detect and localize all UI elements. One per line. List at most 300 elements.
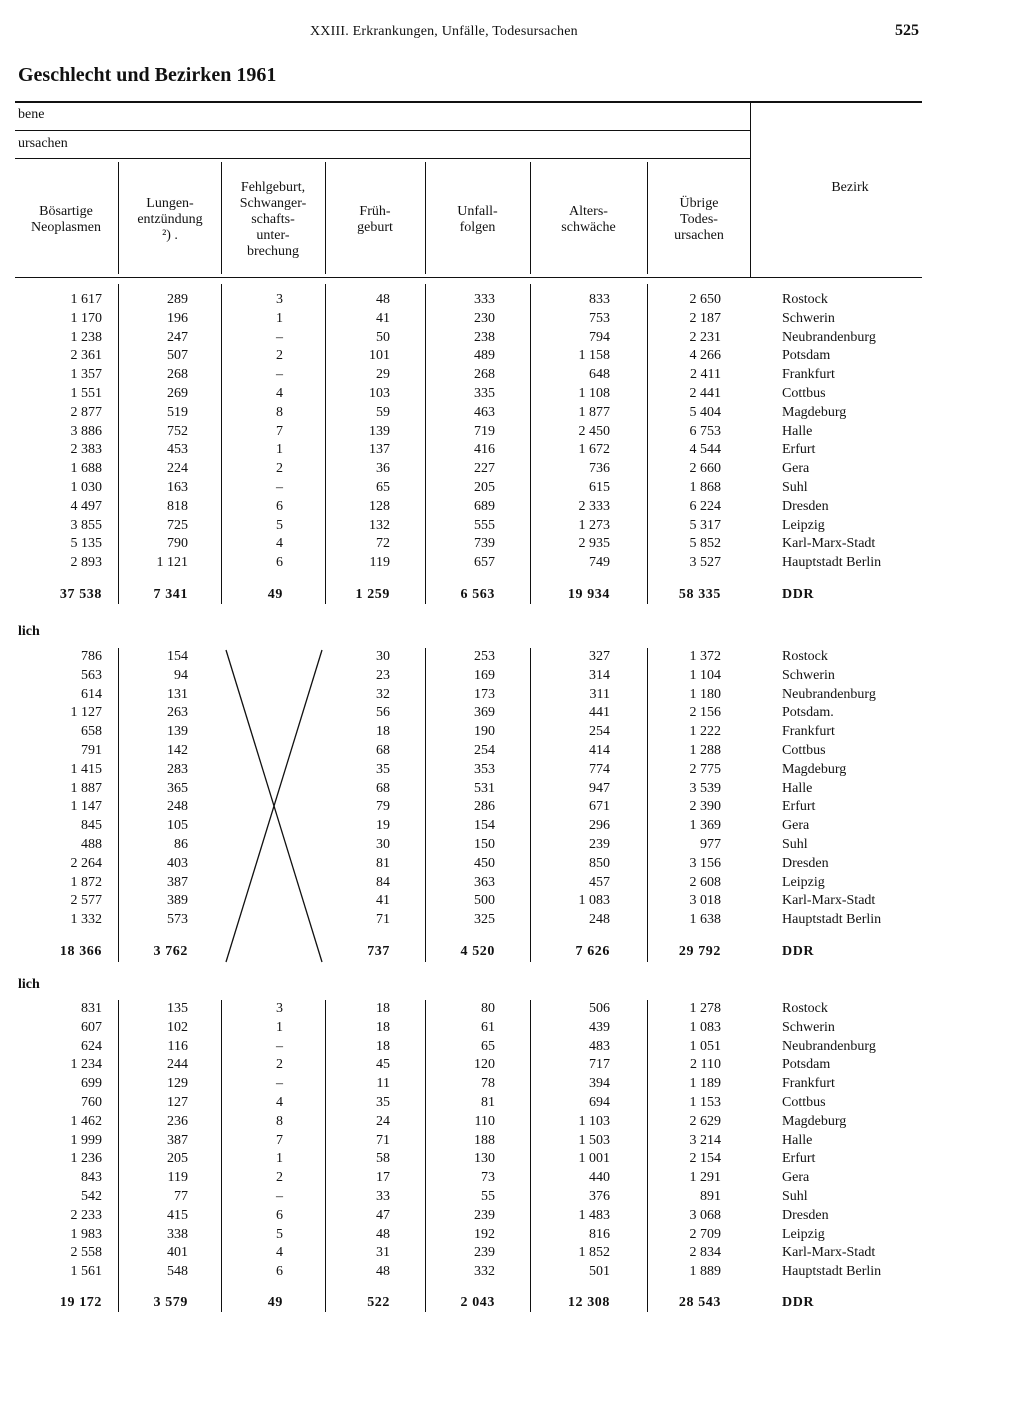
table-cell: 227 xyxy=(474,461,495,477)
table-cell: 3 xyxy=(276,292,283,307)
table-cell: 843 xyxy=(81,1170,102,1186)
table-cell: – xyxy=(276,1189,283,1204)
table-cell: 55 xyxy=(481,1189,495,1204)
header-bottom-rule xyxy=(15,277,922,278)
table-cell: 188 xyxy=(474,1132,495,1148)
table-row xyxy=(0,1094,1024,1112)
table-cell: 119 xyxy=(369,555,390,571)
table-cell: 1 234 xyxy=(70,1057,102,1073)
bezirk-name: Hauptstadt Berlin xyxy=(782,555,882,571)
bezirk-name: Neubrandenburg xyxy=(782,329,876,345)
table-cell: 760 xyxy=(81,1095,102,1110)
bezirk-name: Erfurt xyxy=(782,799,816,815)
table-cell: 1 236 xyxy=(70,1151,102,1167)
table-cell: 850 xyxy=(589,855,610,871)
table-row xyxy=(0,780,1024,798)
table-cell: 1 xyxy=(276,1151,283,1167)
bezirk-name: Magdeburg xyxy=(782,761,847,777)
bezirk-name: Gera xyxy=(782,818,810,834)
table-row xyxy=(0,517,1024,535)
table-cell: 289 xyxy=(167,292,188,307)
table-cell: 1 503 xyxy=(578,1132,610,1148)
bezirk-name: Halle xyxy=(782,1132,813,1148)
table-cell: 239 xyxy=(589,837,610,852)
table-cell: 2 935 xyxy=(578,536,610,552)
bezirk-name: Suhl xyxy=(782,1189,808,1204)
table-row xyxy=(0,723,1024,741)
table-cell: 483 xyxy=(589,1038,610,1054)
table-cell: 31 xyxy=(376,1245,390,1261)
table-cell: 50 xyxy=(376,329,390,345)
bezirk-name: Schwerin xyxy=(782,1019,835,1035)
table-cell: 531 xyxy=(474,780,495,796)
table-cell: 105 xyxy=(167,818,188,834)
table-cell: 120 xyxy=(474,1057,495,1073)
total-cell: 1 259 xyxy=(355,587,390,602)
table-row xyxy=(0,1038,1024,1056)
total-row xyxy=(0,943,1024,961)
header-divider xyxy=(647,162,648,274)
section-label-3: lich xyxy=(18,977,40,992)
table-cell: 2 233 xyxy=(70,1207,102,1223)
table-row xyxy=(0,1019,1024,1037)
total-cell: 4 520 xyxy=(460,944,495,959)
table-cell: 658 xyxy=(81,724,102,740)
bezirk-name: Erfurt xyxy=(782,1151,816,1167)
table-cell: 81 xyxy=(481,1095,495,1110)
table-cell: 1 357 xyxy=(70,367,102,383)
table-cell: 77 xyxy=(174,1189,188,1204)
table-cell: 1 877 xyxy=(578,404,610,420)
table-row xyxy=(0,742,1024,760)
total-cell: 6 563 xyxy=(460,587,495,602)
table-cell: 414 xyxy=(589,743,610,758)
table-cell: 8 xyxy=(276,1113,283,1129)
table-cell: 548 xyxy=(167,1264,188,1280)
table-cell: 719 xyxy=(474,423,495,439)
table-cell: 1 238 xyxy=(70,329,102,345)
header-row-2-label: ursachen xyxy=(18,136,68,151)
header-divider xyxy=(221,162,222,274)
table-row xyxy=(0,798,1024,816)
table-cell: 3 018 xyxy=(689,893,721,909)
table-cell: 657 xyxy=(474,555,495,571)
table-cell: 2 577 xyxy=(70,893,102,909)
table-row xyxy=(0,686,1024,704)
table-cell: 35 xyxy=(376,761,390,777)
table-cell: 333 xyxy=(474,292,495,307)
page-number: 525 xyxy=(895,22,919,39)
table-row xyxy=(0,1150,1024,1168)
table-cell: 23 xyxy=(376,667,390,683)
table-cell: 269 xyxy=(167,386,188,401)
table-cell: 4 497 xyxy=(70,498,102,514)
bezirk-name: Dresden xyxy=(782,1207,829,1223)
table-row xyxy=(0,1000,1024,1018)
table-cell: 19 xyxy=(376,818,390,834)
table-cell: 86 xyxy=(174,837,188,852)
table-cell: 263 xyxy=(167,705,188,721)
table-cell: 48 xyxy=(376,1226,390,1242)
bezirk-name: Cottbus xyxy=(782,386,826,401)
table-cell: 2 450 xyxy=(578,423,610,439)
table-cell: 2 411 xyxy=(690,367,721,383)
table-cell: 1 872 xyxy=(70,874,102,890)
table-cell: 137 xyxy=(369,442,390,458)
table-cell: 786 xyxy=(81,649,102,664)
table-cell: 506 xyxy=(589,1001,610,1016)
table-row xyxy=(0,1075,1024,1093)
table-cell: 311 xyxy=(589,686,610,702)
table-cell: 3 156 xyxy=(689,855,721,871)
table-cell: 4 xyxy=(276,1095,283,1110)
table-cell: 56 xyxy=(376,705,390,721)
table-cell: 2 775 xyxy=(689,761,721,777)
table-cell: 119 xyxy=(167,1170,188,1186)
table-cell: 84 xyxy=(376,874,390,890)
table-cell: 1 083 xyxy=(689,1019,721,1035)
table-cell: 1 xyxy=(276,310,283,326)
table-cell: 139 xyxy=(167,724,188,740)
table-cell: 338 xyxy=(167,1226,188,1242)
total-label: DDR xyxy=(782,1295,815,1310)
table-row xyxy=(0,1263,1024,1281)
table-cell: 254 xyxy=(474,743,495,758)
table-row xyxy=(0,460,1024,478)
colhead-fruehgeburt: Früh- geburt xyxy=(357,204,393,235)
bezirk-name: Frankfurt xyxy=(782,1076,835,1092)
table-row xyxy=(0,535,1024,553)
table-cell: 1 288 xyxy=(689,743,721,758)
table-cell: 519 xyxy=(167,404,188,420)
bezirk-name: Dresden xyxy=(782,855,829,871)
table-row xyxy=(0,385,1024,403)
table-cell: 2 156 xyxy=(689,705,721,721)
table-cell: 1 852 xyxy=(578,1245,610,1261)
table-cell: 615 xyxy=(589,480,610,495)
table-row xyxy=(0,648,1024,666)
table-cell: 501 xyxy=(589,1264,610,1280)
table-cell: 5 317 xyxy=(689,517,721,533)
table-row xyxy=(0,1207,1024,1225)
table-cell: 1 372 xyxy=(689,649,721,664)
colhead-boesartige-neoplasmen: Bösartige Neoplasmen xyxy=(31,204,101,235)
table-row xyxy=(0,704,1024,722)
table-cell: 2 709 xyxy=(689,1226,721,1242)
table-cell: 752 xyxy=(167,423,188,439)
table-row xyxy=(0,836,1024,854)
table-cell: 247 xyxy=(167,329,188,345)
table-cell: 327 xyxy=(589,649,610,664)
table-cell: 739 xyxy=(474,536,495,552)
table-cell: 41 xyxy=(376,310,390,326)
table-cell: 1 001 xyxy=(578,1151,610,1167)
table-cell: 376 xyxy=(589,1189,610,1204)
table-cell: 17 xyxy=(376,1170,390,1186)
bezirk-name: Dresden xyxy=(782,498,829,514)
table-cell: 2 608 xyxy=(689,874,721,890)
table-cell: 132 xyxy=(369,517,390,533)
table-cell: 18 xyxy=(376,724,390,740)
table-cell: 5 xyxy=(276,1226,283,1242)
table-cell: 314 xyxy=(589,667,610,683)
table-cell: 4 544 xyxy=(689,442,721,458)
table-cell: 2 xyxy=(276,1057,283,1073)
table-row xyxy=(0,554,1024,572)
table-cell: 624 xyxy=(81,1038,102,1054)
bezirk-name: Gera xyxy=(782,461,810,477)
table-cell: 365 xyxy=(167,780,188,796)
table-cell: 818 xyxy=(167,498,188,514)
table-cell: 614 xyxy=(81,686,102,702)
table-cell: 1 xyxy=(276,1019,283,1035)
table-cell: 169 xyxy=(474,667,495,683)
table-cell: 3 527 xyxy=(689,555,721,571)
table-cell: 1 153 xyxy=(689,1095,721,1110)
bezirk-divider xyxy=(750,103,751,277)
table-cell: 1 483 xyxy=(578,1207,610,1223)
table-cell: 48 xyxy=(376,292,390,307)
table-cell: 81 xyxy=(376,855,390,871)
total-label: DDR xyxy=(782,944,815,959)
table-cell: 1 083 xyxy=(578,893,610,909)
table-cell: – xyxy=(276,1076,283,1092)
table-cell: 774 xyxy=(589,761,610,777)
table-cell: 488 xyxy=(81,837,102,852)
table-cell: 236 xyxy=(167,1113,188,1129)
table-cell: 439 xyxy=(589,1019,610,1035)
table-cell: 6 xyxy=(276,1207,283,1223)
header-row-1-label: bene xyxy=(18,107,45,122)
section-label-2: lich xyxy=(18,624,40,639)
table-cell: 205 xyxy=(167,1151,188,1167)
table-cell: 457 xyxy=(589,874,610,890)
table-row xyxy=(0,874,1024,892)
table-cell: 389 xyxy=(167,893,188,909)
table-cell: 73 xyxy=(481,1170,495,1186)
bezirk-name: Suhl xyxy=(782,480,808,495)
header-divider xyxy=(425,162,426,274)
colhead-bezirk: Bezirk xyxy=(831,180,869,195)
table-cell: 794 xyxy=(589,329,610,345)
table-cell: 387 xyxy=(167,1132,188,1148)
table-cell: 5 135 xyxy=(70,536,102,552)
total-cell: 19 172 xyxy=(59,1295,102,1310)
table-cell: 3 xyxy=(276,1001,283,1016)
table-cell: 4 xyxy=(276,386,283,401)
table-cell: 1 189 xyxy=(689,1076,721,1092)
table-cell: 59 xyxy=(376,404,390,420)
table-cell: 1 103 xyxy=(578,1113,610,1129)
table-cell: 3 068 xyxy=(689,1207,721,1223)
table-cell: 440 xyxy=(589,1170,610,1186)
header-divider xyxy=(325,162,326,274)
table-row xyxy=(0,911,1024,929)
table-cell: 192 xyxy=(474,1226,495,1242)
colhead-fehlgeburt: Fehlgeburt, Schwanger- schafts- unter- brechung xyxy=(239,180,307,259)
total-cell: 12 308 xyxy=(567,1295,610,1310)
table-cell: 224 xyxy=(167,461,188,477)
table-cell: 2 231 xyxy=(689,329,721,345)
table-cell: 130 xyxy=(474,1151,495,1167)
table-cell: 353 xyxy=(474,761,495,777)
table-cell: 129 xyxy=(167,1076,188,1092)
table-cell: 1 638 xyxy=(689,912,721,928)
table-row xyxy=(0,291,1024,309)
bezirk-name: Cottbus xyxy=(782,743,826,758)
running-head: XXIII. Erkrankungen, Unfälle, Todesursachen xyxy=(310,24,578,39)
bezirk-name: Rostock xyxy=(782,1001,828,1016)
table-cell: 791 xyxy=(81,743,102,758)
total-cell: 18 366 xyxy=(59,944,102,959)
table-cell: 325 xyxy=(474,912,495,928)
table-cell: 35 xyxy=(376,1095,390,1110)
table-row xyxy=(0,423,1024,441)
table-cell: 845 xyxy=(81,818,102,834)
table-cell: – xyxy=(276,480,283,495)
table-cell: 101 xyxy=(369,348,390,364)
table-cell: 7 xyxy=(276,1132,283,1148)
table-cell: 699 xyxy=(81,1076,102,1092)
bezirk-name: Cottbus xyxy=(782,1095,826,1110)
table-cell: 891 xyxy=(700,1189,721,1204)
bezirk-name: Rostock xyxy=(782,292,828,307)
table-cell: 1 273 xyxy=(578,517,610,533)
table-cell: 2 xyxy=(276,461,283,477)
table-cell: 116 xyxy=(167,1038,188,1054)
table-cell: 18 xyxy=(376,1019,390,1035)
total-cell: 28 543 xyxy=(678,1295,721,1310)
total-cell: 737 xyxy=(367,944,390,959)
table-cell: 65 xyxy=(376,480,390,495)
table-row xyxy=(0,329,1024,347)
table-cell: 36 xyxy=(376,461,390,477)
table-cell: 2 361 xyxy=(70,348,102,364)
table-cell: 6 753 xyxy=(689,423,721,439)
total-row xyxy=(0,586,1024,604)
table-cell: 2 629 xyxy=(689,1113,721,1129)
table-row xyxy=(0,347,1024,365)
table-cell: 450 xyxy=(474,855,495,871)
total-cell: 522 xyxy=(367,1295,390,1310)
table-cell: 248 xyxy=(167,799,188,815)
table-cell: 403 xyxy=(167,855,188,871)
table-cell: 1 617 xyxy=(70,292,102,307)
table-cell: 607 xyxy=(81,1019,102,1035)
table-cell: 749 xyxy=(589,555,610,571)
table-cell: 32 xyxy=(376,686,390,702)
table-cell: 736 xyxy=(589,461,610,477)
table-cell: 18 xyxy=(376,1038,390,1054)
table-cell: 254 xyxy=(589,724,610,740)
table-cell: 3 214 xyxy=(689,1132,721,1148)
table-cell: 542 xyxy=(81,1189,102,1204)
total-cell: 7 341 xyxy=(153,587,188,602)
total-cell: 3 762 xyxy=(153,944,188,959)
table-row xyxy=(0,1056,1024,1074)
table-row xyxy=(0,404,1024,422)
table-cell: 2 441 xyxy=(689,386,721,401)
table-cell: 65 xyxy=(481,1038,495,1054)
table-cell: 1 030 xyxy=(70,480,102,495)
table-cell: 441 xyxy=(589,705,610,721)
table-cell: 1 xyxy=(276,442,283,458)
table-row xyxy=(0,1132,1024,1150)
table-cell: 671 xyxy=(589,799,610,815)
total-cell: 58 335 xyxy=(678,587,721,602)
table-cell: 239 xyxy=(474,1245,495,1261)
table-cell: 1 999 xyxy=(70,1132,102,1148)
table-cell: 78 xyxy=(481,1076,495,1092)
table-cell: 79 xyxy=(376,799,390,815)
table-row xyxy=(0,1226,1024,1244)
table-cell: 555 xyxy=(474,517,495,533)
table-cell: 717 xyxy=(589,1057,610,1073)
table-cell: 205 xyxy=(474,480,495,495)
bezirk-name: Gera xyxy=(782,1170,810,1186)
table-cell: 8 xyxy=(276,404,283,420)
table-cell: 1 415 xyxy=(70,761,102,777)
table-cell: 790 xyxy=(167,536,188,552)
header-rule-2 xyxy=(15,158,750,159)
table-cell: 3 886 xyxy=(70,423,102,439)
table-cell: 2 893 xyxy=(70,555,102,571)
colhead-lungenentzuendung: Lungen- entzündung ²) . xyxy=(137,196,203,243)
table-row xyxy=(0,1188,1024,1206)
table-cell: 68 xyxy=(376,780,390,796)
bezirk-name: Hauptstadt Berlin xyxy=(782,912,882,928)
total-row xyxy=(0,1294,1024,1312)
table-cell: 135 xyxy=(167,1001,188,1016)
total-cell: 7 626 xyxy=(575,944,610,959)
table-cell: 2 264 xyxy=(70,855,102,871)
bezirk-name: Potsdam. xyxy=(782,705,834,721)
table-cell: 154 xyxy=(474,818,495,834)
bezirk-name: Magdeburg xyxy=(782,404,847,420)
table-cell: 2 154 xyxy=(689,1151,721,1167)
table-cell: 1 170 xyxy=(70,310,102,326)
table-cell: 2 834 xyxy=(689,1245,721,1261)
header-rule-1 xyxy=(15,130,750,131)
table-cell: 94 xyxy=(174,667,188,683)
bezirk-name: Halle xyxy=(782,423,813,439)
table-cell: 3 855 xyxy=(70,517,102,533)
table-cell: 977 xyxy=(700,837,721,852)
table-cell: 268 xyxy=(474,367,495,383)
table-cell: 816 xyxy=(589,1226,610,1242)
table-cell: 1 551 xyxy=(70,386,102,401)
table-cell: 41 xyxy=(376,893,390,909)
table-cell: 5 404 xyxy=(689,404,721,420)
bezirk-name: Neubrandenburg xyxy=(782,1038,876,1054)
total-label: DDR xyxy=(782,587,815,602)
table-cell: 103 xyxy=(369,386,390,401)
table-row xyxy=(0,1113,1024,1131)
table-cell: – xyxy=(276,329,283,345)
table-cell: 369 xyxy=(474,705,495,721)
table-cell: 694 xyxy=(589,1095,610,1110)
table-cell: 230 xyxy=(474,310,495,326)
table-cell: 286 xyxy=(474,799,495,815)
bezirk-name: Rostock xyxy=(782,649,828,664)
bezirk-name: Leipzig xyxy=(782,1226,825,1242)
table-cell: 2 333 xyxy=(578,498,610,514)
table-cell: 500 xyxy=(474,893,495,909)
table-cell: 190 xyxy=(474,724,495,740)
total-cell: 37 538 xyxy=(59,587,102,602)
total-cell: 3 579 xyxy=(153,1295,188,1310)
table-cell: 1 889 xyxy=(689,1264,721,1280)
